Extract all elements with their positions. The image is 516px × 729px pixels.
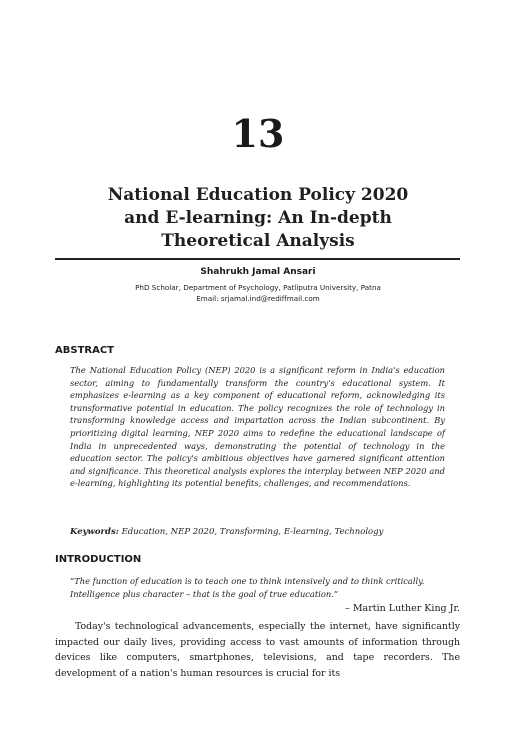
epigraph-attribution: – Martin Luther King Jr. [345,603,460,614]
author-name: Shahrukh Jamal Ansari [200,267,316,277]
chapter-title-line: Theoretical Analysis [161,231,355,251]
abstract-heading: ABSTRACT [55,345,114,356]
author-email: Email: srjamal.ind@rediffmail.com [196,294,320,303]
abstract-text: The National Education Policy (NEP) 2020 is a significant reform in India's education sector, aiming to fundamentally transform the country's educational system. It emphasizes e-learning as a key component of educational reform, acknowledging its transformative potential in education. The policy recognizes the role of technology in transforming knowledge access and impartation across the Indian subcontinent. By prioritizing digital learning, NEP 2020 aims to redefine the educational landscape of India in unprecedented ways, demonstrating the potential of technology in the education sector. The policy's ambitious objectives have garnered significant attention and significance. This theoretical analysis explores the interplay between NEP 2020 and e-learning, highlighting its potential benefits, challenges, and recommendations. [70,365,445,489]
chapter-title-line: and E-learning: An In-depth [124,208,392,228]
author-details [0,282,516,304]
chapter-title-line: National Education Policy 2020 [107,185,409,205]
keywords-list: Education, NEP 2020, Transforming, E-learning, Technology [121,527,384,537]
epigraph-quote: “The function of education is to teach one to think intensively and to think critically. Intelligence plus character – that is the goal of true education.” [70,576,425,599]
title-divider [55,258,460,260]
author-affiliation: PhD Scholar, Department of Psychology, Patliputra University, Patna [135,283,381,292]
keywords [70,526,445,538]
introduction-heading: INTRODUCTION [55,554,142,565]
keywords-label: Keywords: [70,527,119,537]
introduction-paragraph: Today's technological advancements, especially the internet, have significantly impacted our daily lives, providing access to vast amounts of information through devices like computers, smartphones, televisions, and tape recorders. The development of a nation's human resources is crucial for its [55,621,460,679]
chapter-number: 13 [231,111,285,156]
chapter-title [60,184,456,253]
